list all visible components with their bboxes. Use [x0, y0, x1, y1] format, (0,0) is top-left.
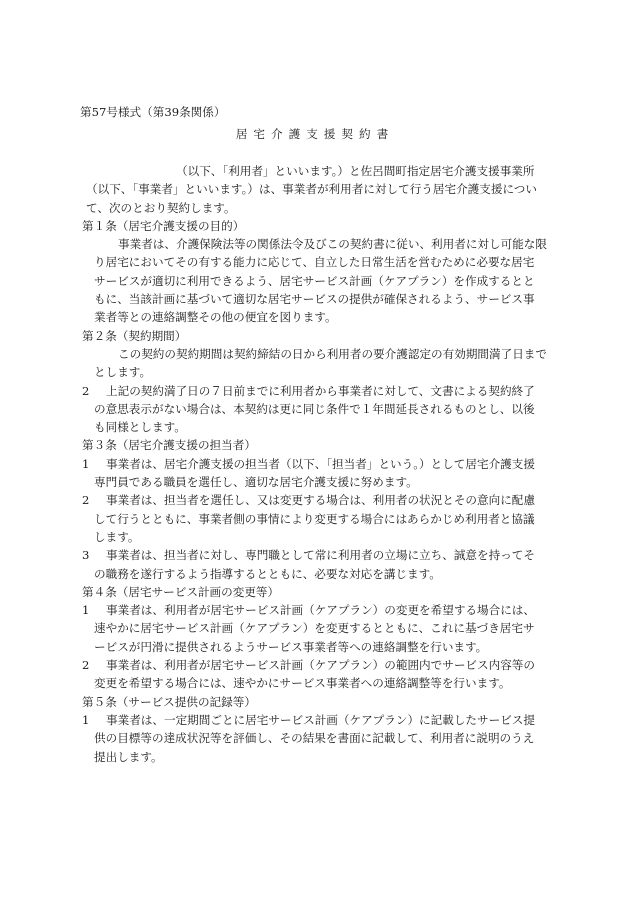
item-line: 事業者は、利用者が居宅サービス計画（ケアプラン）の範囲内でサービス内容等の [106, 658, 535, 673]
article-2-item-2 [80, 382, 560, 437]
item-line: ービスが円滑に提供されるようサービス事業者等への連絡調整を行います。 [94, 639, 488, 654]
article-1-title: 第１条（居宅介護支援の目的） [82, 218, 245, 233]
item-line: 変更を希望する場合には、速やかにサービス事業者への連絡調整等を行います。 [94, 676, 511, 691]
item-line: の意思表示がない場合は、本契約は更に同じ条件で１年間延長されるものとし、以後 [94, 401, 535, 416]
article-1-line: 業者等との連絡調整その他の便宜を図ります。 [94, 310, 337, 325]
article-4-item-2 [80, 656, 560, 693]
article-1-line: もに、当該計画に基づいて適切な居宅サービスの提供が確保されるよう、サービス事 [94, 292, 535, 307]
item-number: 1 [82, 603, 90, 618]
item-line: 事業者は、利用者が居宅サービス計画（ケアプラン）の変更を希望する場合には、 [106, 603, 535, 618]
item-number: 1 [82, 712, 90, 727]
article-5-title: 第５条（サービス提供の記録等） [82, 694, 256, 709]
article-3-item-1 [80, 455, 560, 492]
article-1-paragraph [80, 235, 560, 326]
item-line: 事業者は、担当者に対し、専門職として常に利用者の立場に立ち、誠意を持ってそ [106, 548, 535, 563]
form-number: 第57号様式（第39条関係） [80, 105, 226, 119]
article-2-line: この契約の契約期間は契約締結の日から利用者の要介護認定の有効期間満了日まで [118, 346, 547, 361]
article-3-item-2 [80, 491, 560, 546]
article-1-line: 事業者は、介護保険法等の関係法令及びこの契約書に従い、利用者に対し可能な限 [118, 237, 547, 252]
item-number: 1 [82, 456, 90, 471]
article-5-item-1 [80, 711, 560, 766]
article-1-line: サービスが適切に利用できるよう、居宅サービス計画（ケアプラン）を作成するとと [94, 273, 535, 288]
article-4-item-1 [80, 601, 560, 656]
article-3-item-3 [80, 546, 560, 583]
item-number: 3 [82, 548, 90, 563]
item-line: 事業者は、一定期間ごとに居宅サービス計画（ケアプラン）に記載したサービス提 [106, 712, 535, 727]
document-body [80, 162, 560, 766]
article-2-paragraph-1 [80, 345, 560, 382]
article-1-line: り居宅においてその有する能力に応じて、自立した日常生活を営むために必要な居宅 [94, 255, 535, 270]
intro-line-3: て、次のとおり契約します。 [86, 200, 236, 215]
item-line: 事業者は、担当者を選任し、又は変更する場合は、利用者の状況とその意向に配慮 [106, 493, 535, 508]
item-number: 2 [82, 658, 90, 673]
item-number: 2 [82, 493, 90, 508]
item-line: 事業者は、居宅介護支援の担当者（以下、「担当者」という。）として居宅介護支援 [106, 456, 535, 471]
article-2-title: 第２条（契約期間） [82, 328, 187, 343]
item-line: 供の目標等の達成状況等を評価し、その結果を書面に記載して、利用者に説明のうえ [94, 731, 535, 746]
item-line: 専門員である職員を選任し、適切な居宅介護支援に努めます。 [94, 475, 418, 490]
item-line: して行うとともに、事業者側の事情により変更する場合にはあらかじめ利用者と協議 [94, 511, 535, 526]
document-title: 居宅介護支援契約書 [235, 127, 395, 141]
article-2-line: とします。 [94, 365, 152, 380]
item-line: 速やかに居宅サービス計画（ケアプラン）を変更するとともに、これに基づき居宅サ [94, 621, 535, 636]
item-line: 上記の契約満了日の７日前までに利用者から事業者に対して、文書による契約終了 [106, 383, 535, 398]
intro-line-1: （以下、「利用者」といいます。）と佐呂間町指定居宅介護支援事業所 [176, 164, 535, 178]
item-line: 提出します。 [94, 749, 163, 764]
item-line: の職務を遂行するよう指導するとともに、必要な対応を講じます。 [94, 566, 441, 581]
intro-line-2: （以下、「事業者」といいます。）は、事業者が利用者に対して行う居宅介護支援につい [86, 182, 537, 197]
item-line: します。 [94, 529, 140, 544]
item-number: 2 [82, 383, 90, 398]
article-4-title: 第４条（居宅サービス計画の変更等） [82, 584, 280, 599]
item-line: も同様とします。 [94, 420, 186, 435]
article-3-title: 第３条（居宅介護支援の担当者） [82, 438, 256, 453]
